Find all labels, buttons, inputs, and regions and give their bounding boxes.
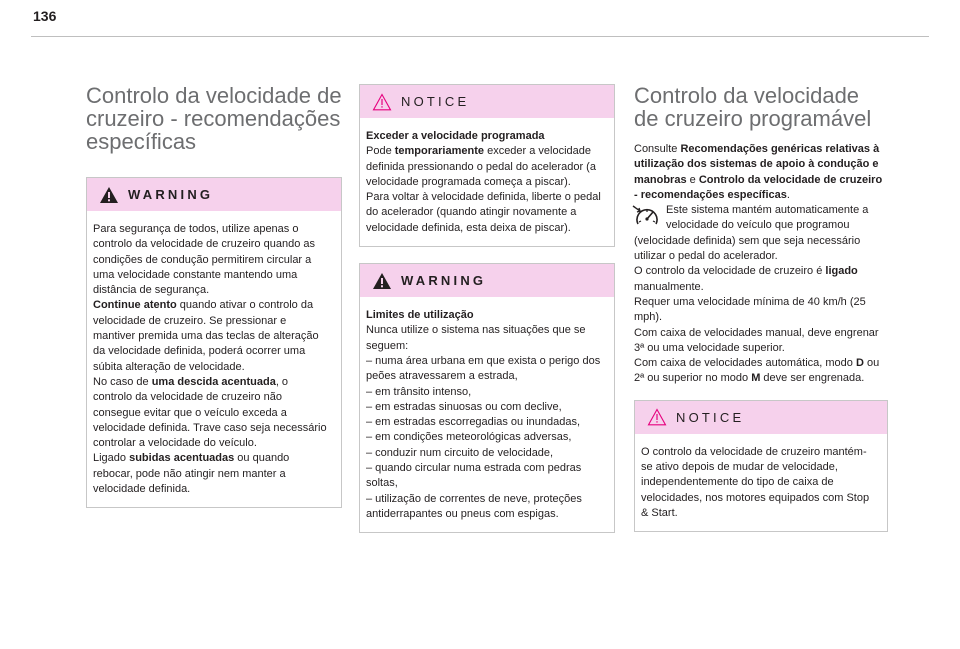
notice-header (360, 85, 614, 118)
warning-label: WARNING (128, 187, 214, 202)
body-text: Consulte (634, 143, 681, 155)
bold-text: Exceder a velocidade programada (366, 130, 545, 142)
body-text: Com caixa de velocidades automática, modo (634, 357, 856, 370)
body-text: O controlo da velocidade de cruzeiro é (634, 265, 826, 278)
body-text: ou quando rebocar, pode não atingir nem manter a velocidade definida. (93, 452, 290, 496)
list-item: – utilização de correntes de neve, proteções antiderrapantes ou pneus com espigas. (366, 492, 582, 520)
bold-text: Continue atento (93, 299, 177, 312)
notice-triangle-icon (372, 93, 392, 111)
warning-body (360, 297, 614, 532)
column-middle (359, 84, 615, 533)
body-text: No caso de (93, 375, 152, 388)
body-text: Este sistema mantém automaticamente a velocidade do veículo que programou (velocidade definida) sem que seja necessário utilizar o pedal do acelerador. (634, 204, 869, 263)
description-paragraph: Requer uma velocidade mínima de 40 km/h (25 mph). (634, 295, 866, 324)
notice-triangle-icon (647, 408, 667, 426)
notice-label: NOTICE (676, 409, 745, 425)
warning-paragraph: Para segurança de todos, utilize apenas o controlo da velocidade de cruzeiro quando as condições de condução permitirem circular a uma velocidade constante mantendo uma distância de segurança. (93, 223, 315, 297)
list-item: – numa área urbana em que exista o perigo dos peões atravessarem a estrada, (366, 354, 601, 383)
body-text: exceder a velocidade definida pressionando o pedal do acelerador (a velocidade programada começa a piscar). (366, 145, 596, 188)
body-text: , o controlo da velocidade de cruzeiro não consegue evitar que o veículo exceda a velocidade definida. Trave caso seja necessário controlar a velocidade do veículo. (93, 375, 327, 450)
warning-paragraph (93, 451, 329, 497)
section-title-programmable-cruise: Controlo da velocidade de cruzeiro programável (634, 83, 872, 131)
body-text: Pode (366, 145, 395, 158)
warning-paragraph (93, 375, 329, 451)
notice-paragraph: O controlo da velocidade de cruzeiro mantém-se ativo depois de mudar de velocidade, independentemente do tipo de caixa de velocidades, nos motores equipados com Stop & Start. (641, 445, 870, 519)
bold-text: D (855, 357, 864, 370)
body-content (634, 142, 888, 387)
body-text: quando ativar o controlo da velocidade de cruzeiro. Se pressionar e mantiver premida uma das teclas de alteração da velocidade definida, poderá ocorrer uma súbita alteração de velocidade. (93, 299, 319, 373)
list-item: – em estradas escorregadias ou inundadas, (366, 416, 581, 429)
body-text: . (786, 188, 790, 201)
page-number: 136 (33, 8, 57, 24)
notice-header (635, 401, 887, 434)
notice-paragraph: Para voltar à velocidade definida, liberte o pedal do acelerador (quando atingir novamente a velocidade definida, esta deixa de piscar). (366, 191, 601, 234)
list-item: – em trânsito intenso, (366, 385, 472, 398)
bold-text: Recomendações genéricas relativas à utilização dos sistemas de apoio à condução e manobras (634, 143, 880, 186)
description-paragraph: Com caixa de velocidades manual, deve engrenar 3ª ou uma velocidade superior. (634, 326, 879, 354)
description-paragraph (634, 356, 888, 387)
bold-text: ligado (825, 265, 858, 278)
bold-text: temporariamente (394, 145, 485, 158)
bold-text: Controlo da velocidade de cruzeiro - recomendações específicas (634, 173, 883, 201)
body-text: e (686, 173, 699, 186)
notice-label: NOTICE (401, 94, 470, 109)
description-paragraph (634, 203, 888, 264)
warning-header (360, 264, 614, 297)
notice-body (635, 434, 887, 531)
warning-triangle-icon (372, 272, 392, 290)
list-item: – quando circular numa estrada com pedras soltas, (366, 462, 582, 490)
notice-box (634, 400, 888, 532)
cruise-control-speedometer-icon (632, 203, 662, 229)
column-left (86, 84, 342, 508)
list-item: – em condições meteorológicas adversas, (366, 431, 572, 444)
warning-triangle-icon (99, 186, 119, 204)
body-text: Ligado (93, 452, 130, 465)
bold-text: uma descida acentuada (151, 375, 276, 388)
bold-text: Limites de utilização (366, 309, 474, 322)
warning-body (87, 211, 341, 507)
bold-text: M (751, 372, 761, 385)
section-title-recommendations: Controlo da velocidade de cruzeiro - recomendações específicas (86, 83, 342, 154)
warning-header (87, 178, 341, 211)
warning-heading (366, 308, 602, 323)
body-text: ou 2ª ou superior no modo (634, 357, 880, 385)
header-divider (31, 36, 929, 37)
consult-paragraph (634, 142, 888, 203)
bold-text: subidas acentuadas (129, 452, 235, 465)
warning-box (359, 263, 615, 533)
notice-box (359, 84, 615, 247)
list-item: – conduzir num circuito de velocidade, (366, 446, 554, 459)
warning-paragraph: Nunca utilize o sistema nas situações que se seguem: (366, 324, 586, 352)
list-item: – em estradas sinuosas ou com declive, (366, 400, 562, 413)
warning-label: WARNING (401, 273, 487, 289)
description-paragraph (634, 264, 888, 295)
warning-box (86, 177, 342, 508)
column-right (634, 84, 888, 532)
body-text: manualmente. (634, 280, 704, 293)
notice-paragraph (366, 144, 602, 190)
body-text: deve ser engrenada. (760, 372, 865, 385)
notice-heading (366, 129, 602, 144)
notice-body (360, 118, 614, 246)
warning-paragraph (93, 298, 329, 374)
